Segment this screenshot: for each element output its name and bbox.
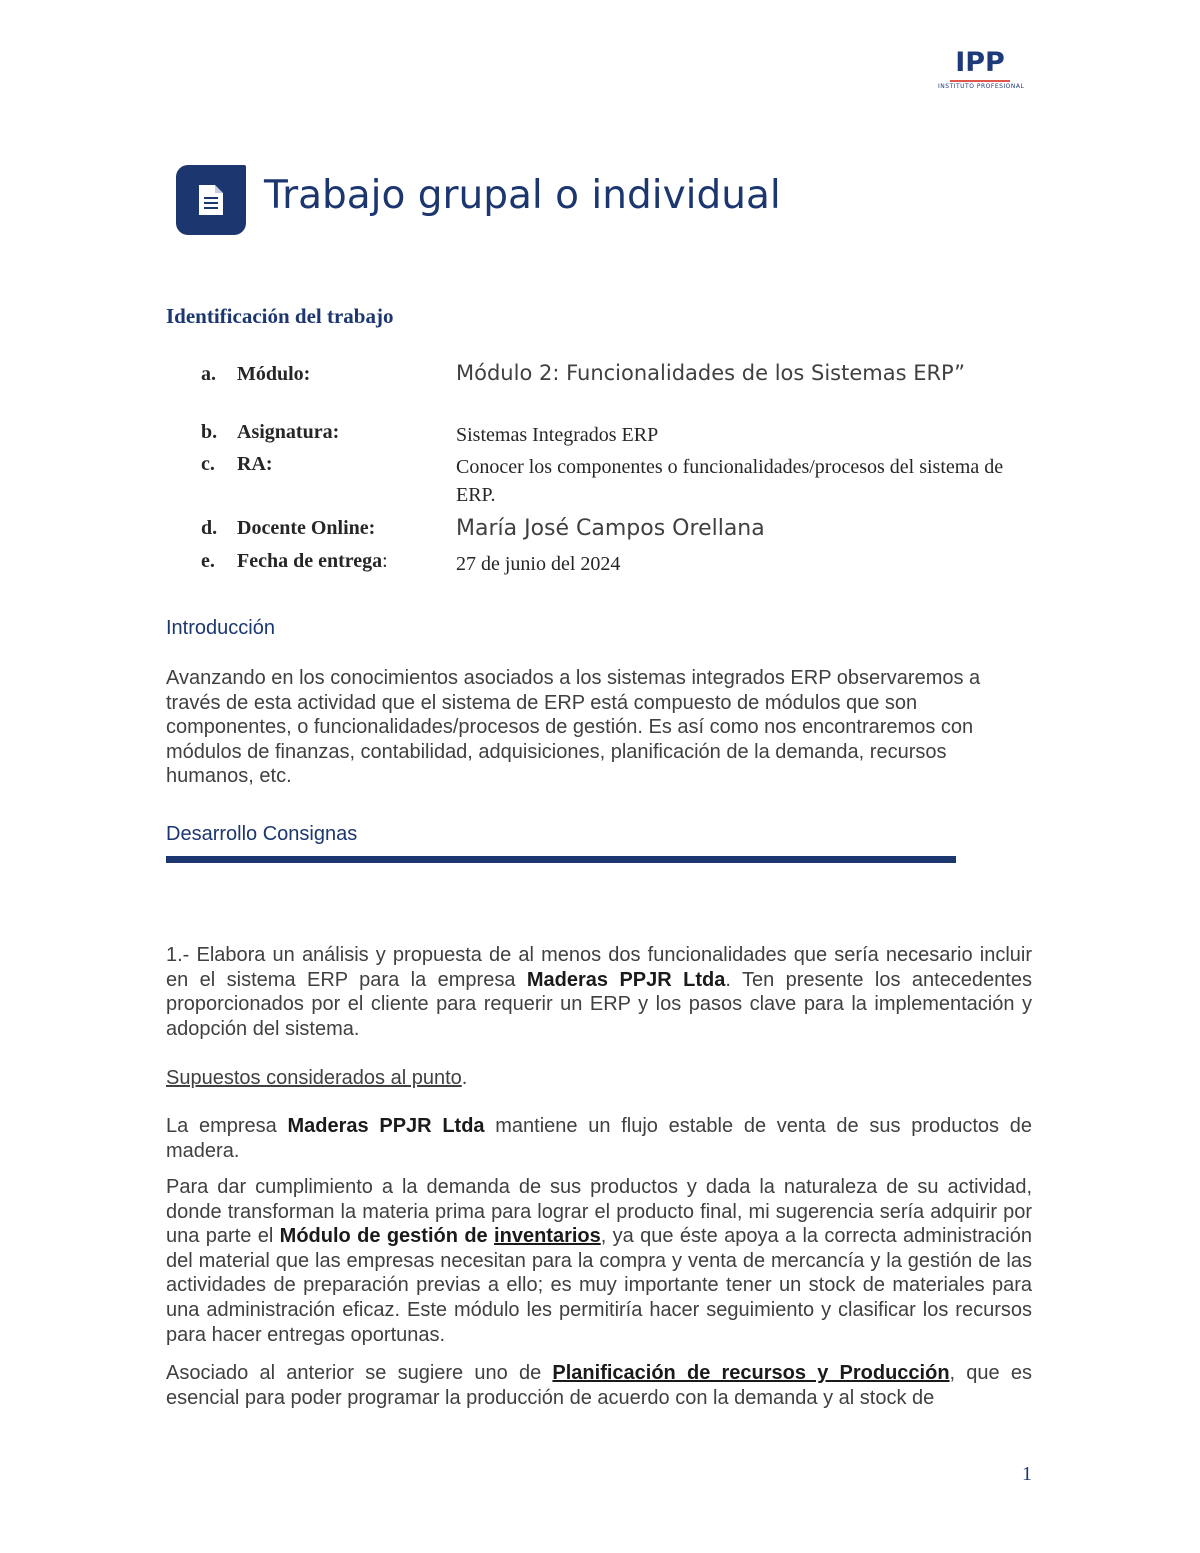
question-1-suffix: . Ten presente los antecedentes proporcionados por el cliente para requerir un ERP y los pasos clave para la implementación y adopción del sistema.: [166, 968, 1032, 1040]
development-heading: Desarrollo Consignas: [166, 823, 358, 845]
row-label: RA:: [237, 453, 273, 475]
question-1-prefix: 1.- Elabora un análisis y propuesta de al menos dos funcionalidades que sería necesario incluir en el sistema ERP para la empresa: [166, 944, 1032, 991]
teacher-value: María José Campos Orellana: [456, 516, 765, 541]
paragraph-company-flow: [166, 1114, 1032, 1163]
logo-text: IPP: [955, 47, 1005, 78]
p2-suffix: , ya que éste apoya a la correcta administración del material que las empresas necesitan para la compra y venta de mercancía y la gestión de las actividades de preparación previas a ello; es muy importante tener un stock de materiales para una administración eficaz. Este módulo les permitiría hacer seguimiento y clasificar los recursos para hacer entregas oportunas.: [166, 1225, 1032, 1346]
module-name: Módulo de gestión de: [279, 1225, 495, 1248]
paragraph-inventory-module: [166, 1175, 1032, 1347]
p2-prefix: Para dar cumplimiento a la demanda de sus productos y dada la naturaleza de su actividad, donde transforman la materia prima para lograr el producto final, mi sugerencia sería adquirir por una parte el: [166, 1176, 1032, 1248]
logo-subtitle: INSTITUTO PROFESIONAL: [938, 83, 1025, 90]
intro-heading: Introducción: [166, 617, 275, 639]
identification-heading: Identificación del trabajo: [166, 304, 394, 328]
institution-logo: [938, 47, 1025, 90]
due-date-value: 27 de junio del 2024: [456, 553, 621, 575]
p3-suffix: , que es esencial para poder programar la producción de acuerdo con la demanda y al stock de: [166, 1362, 1032, 1409]
module-value: Módulo 2: Funcionalidades de los Sistemas ERP”: [456, 361, 965, 385]
company-name: Maderas PPJR Ltda: [526, 968, 726, 991]
assumptions-line: [166, 1066, 1032, 1091]
p1-prefix: La empresa: [166, 1115, 288, 1137]
logo-accent-bar: [950, 80, 1010, 82]
p3-prefix: Asociado al anterior se sugiere uno de: [166, 1362, 553, 1384]
row-label-text: Fecha de entrega: [237, 550, 383, 572]
document-icon: [176, 165, 246, 235]
paragraph-production-planning: [166, 1361, 1032, 1410]
section-divider: [166, 856, 956, 863]
row-letter: c.: [201, 453, 215, 475]
company-name: Maderas PPJR Ltda: [287, 1115, 485, 1137]
ra-value: Conocer los componentes o funcionalidades/procesos del sistema de ERP.: [456, 456, 1004, 506]
module-name-underlined: Planificación de recursos y Producción: [552, 1362, 950, 1384]
subject-value: Sistemas Integrados ERP: [456, 424, 659, 446]
assumptions-period: .: [461, 1067, 468, 1089]
row-letter: d.: [201, 517, 218, 539]
assumptions-heading: Supuestos considerados al punto: [166, 1067, 462, 1089]
row-label: Módulo:: [237, 363, 311, 385]
intro-paragraph: Avanzando en los conocimientos asociados a los sistemas integrados ERP observaremos a través de esta actividad que el sistema de ERP está compuesto de módulos que son componentes, o funcionalidades/procesos de gestión. Es así como nos encontraremos con módulos de finanzas, contabilidad, adquisiciones, planificación de la demanda, recursos humanos, etc.: [166, 667, 981, 788]
row-label: Docente Online:: [237, 517, 376, 539]
row-letter: b.: [201, 421, 218, 443]
row-letter: a.: [201, 363, 216, 385]
page-number: 1: [1022, 1463, 1032, 1485]
row-letter: e.: [201, 550, 215, 572]
row-label: Asignatura:: [237, 421, 340, 443]
question-1: [166, 943, 1032, 1041]
page-title: Trabajo grupal o individual: [264, 173, 781, 218]
row-label: [237, 550, 388, 573]
module-name-underlined: inventarios: [494, 1225, 601, 1248]
row-label-colon: :: [382, 550, 388, 572]
p1-suffix: mantiene un flujo estable de venta de sus productos de madera.: [166, 1115, 1033, 1162]
